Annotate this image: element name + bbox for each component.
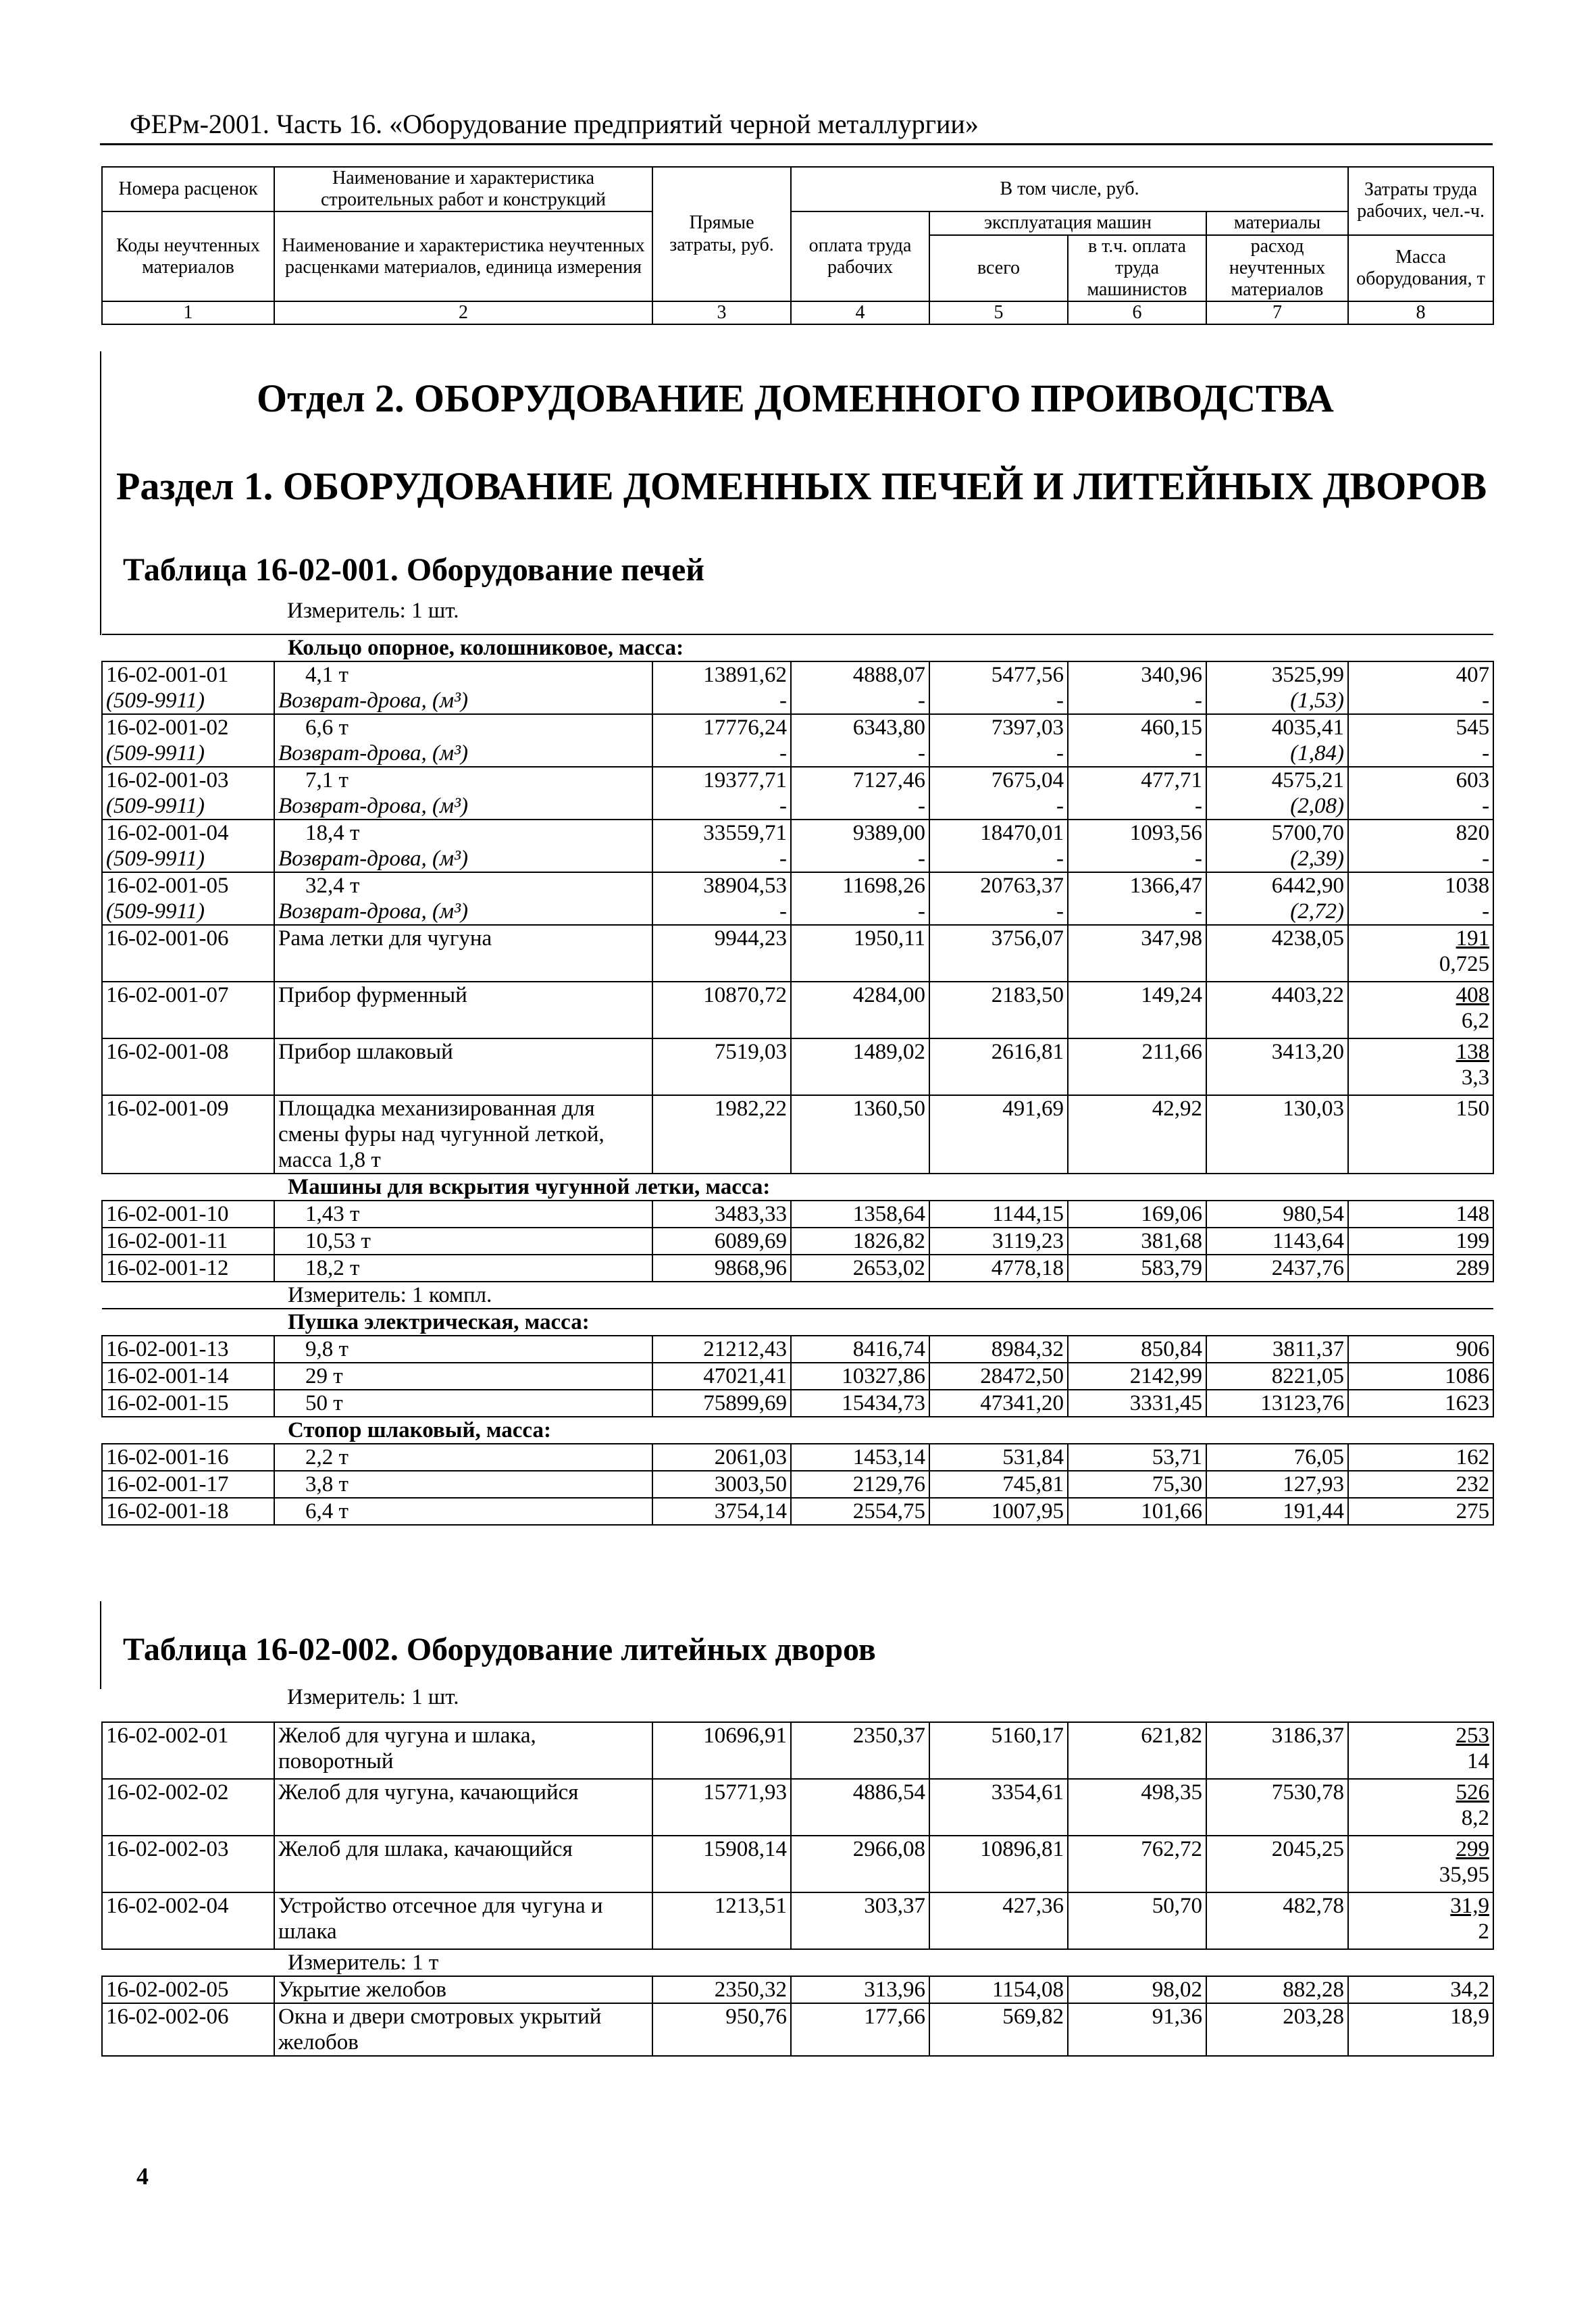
running-header: ФЕРм-2001. Часть 16. «Оборудование предприятий черной металлургии» [130, 109, 979, 139]
material-row: (509-9911) Возврат-дрова, (м³) - - - - (2,72) - [102, 899, 1493, 925]
hdr-mass: Масса оборудования, т [1348, 235, 1493, 302]
table1-measure: Измеритель: 1 шт. [287, 599, 459, 623]
table-row: 16-02-002-01 Желоб для чугуна и шлака, поворотный 10696,91 2350,37 5160,17 621,82 3186,37 253 14 [102, 1722, 1493, 1779]
otdel-heading: Отдел 2. ОБОРУДОВАНИЕ ДОМЕННОГО ПРОИВОДСТВА [257, 376, 1334, 420]
table-row: 16-02-001-04 18,4 т 33559,71 9389,00 18470,01 1093,56 5700,70 820 [102, 820, 1493, 846]
hdr-n7: 7 [1206, 301, 1348, 324]
hdr-c2-bottom: Наименование и характеристика неучтенных расценками материалов, единица измерения [274, 211, 652, 301]
table-row: 16-02-001-10 1,43 т 3483,33 1358,64 1144,15 169,06 980,54 148 [102, 1201, 1493, 1228]
material-row: (509-9911) Возврат-дрова, (м³) - - - - (1,84) - [102, 740, 1493, 767]
table-row: 16-02-001-02 6,6 т 17776,24 6343,80 7397,03 460,15 4035,41 545 [102, 714, 1493, 740]
table-row: 16-02-002-05 Укрытие желобов 2350,32 313,96 1154,08 98,02 882,28 34,2 [102, 1976, 1493, 2003]
hdr-c1-top: Номера расценок [102, 167, 274, 211]
hdr-wages: оплата труда рабочих [791, 211, 929, 301]
group-caption: Машины для вскрытия чугунной летки, масса: [102, 1174, 1493, 1201]
material-row: (509-9911) Возврат-дрова, (м³) - - - - (1,53) - [102, 688, 1493, 714]
hdr-c2-top: Наименование и характеристика строительных работ и конструкций [274, 167, 652, 211]
table-row: 16-02-001-01 4,1 т 13891,62 4888,07 5477,56 340,96 3525,99 407 [102, 661, 1493, 688]
left-margin-line [100, 1601, 101, 1689]
table-row: 16-02-001-12 18,2 т 9868,96 2653,02 4778,18 583,79 2437,76 289 [102, 1255, 1493, 1282]
hdr-n6: 6 [1068, 301, 1206, 324]
hdr-mat-unaccounted: расход неучтенных материалов [1206, 235, 1348, 302]
group-caption: Пушка электрическая, масса: [102, 1309, 1493, 1336]
table-row: 16-02-002-02 Желоб для чугуна, качающийся 15771,93 4886,54 3354,61 498,35 7530,78 526 8,2 [102, 1779, 1493, 1836]
table-row: 16-02-001-18 6,4 т 3754,14 2554,75 1007,95 101,66 191,44 275 [102, 1498, 1493, 1525]
table-row: 16-02-001-03 7,1 т 19377,71 7127,46 7675,04 477,71 4575,21 603 [102, 767, 1493, 793]
hdr-n1: 1 [102, 301, 274, 324]
table-row: 16-02-001-15 50 т 75899,69 15434,73 47341,20 3331,45 13123,76 1623 [102, 1390, 1493, 1417]
table-16-02-002 [101, 1721, 1494, 2057]
table-row: 16-02-001-06 Рама летки для чугуна 9944,23 1950,11 3756,07 347,98 4238,05 191 0,725 [102, 925, 1493, 982]
table-row: 16-02-002-04 Устройство отсечное для чугуна и шлака 1213,51 303,37 427,36 50,70 482,78 31,9 2 [102, 1892, 1493, 1949]
hdr-mach-total: всего [929, 235, 1068, 302]
table2-measure: Измеритель: 1 шт. [287, 1685, 459, 1709]
column-header-table [101, 166, 1494, 325]
table1-title: Таблица 16-02-001. Оборудование печей [123, 552, 704, 588]
page-number: 4 [136, 2163, 149, 2190]
hdr-n8: 8 [1348, 301, 1493, 324]
hdr-n2: 2 [274, 301, 652, 324]
table-row: 16-02-001-13 9,8 т 21212,43 8416,74 8984,32 850,84 3811,37 906 [102, 1336, 1493, 1363]
left-margin-line [100, 351, 101, 635]
hdr-mach-wages: в т.ч. оплата труда машинистов [1068, 235, 1206, 302]
table-row: 16-02-001-08 Прибор шлаковый 7519,03 1489,02 2616,81 211,66 3413,20 138 3,3 [102, 1038, 1493, 1095]
table-row: 16-02-001-07 Прибор фурменный 10870,72 4284,00 2183,50 149,24 4403,22 408 6,2 [102, 982, 1493, 1038]
group-caption: Кольцо опорное, колошниковое, масса: [102, 634, 1493, 661]
hdr-machines: эксплуатация машин [929, 211, 1206, 234]
table-row: 16-02-001-14 29 т 47021,41 10327,86 28472,50 2142,99 8221,05 1086 [102, 1363, 1493, 1390]
table-row: 16-02-001-17 3,8 т 3003,50 2129,76 745,81 75,30 127,93 232 [102, 1471, 1493, 1498]
material-row: (509-9911) Возврат-дрова, (м³) - - - - (2,08) - [102, 793, 1493, 820]
hdr-direct-costs: Прямые затраты, руб. [652, 167, 791, 301]
hdr-n5: 5 [929, 301, 1068, 324]
table-row: 16-02-001-05 32,4 т 38904,53 11698,26 20763,37 1366,47 6442,90 1038 [102, 872, 1493, 899]
razdel-heading: Раздел 1. ОБОРУДОВАНИЕ ДОМЕННЫХ ПЕЧЕЙ И ЛИТЕЙНЫХ ДВОРОВ [116, 464, 1487, 508]
table-row: 16-02-001-09 Площадка механизированная для смены фуры над чугунной леткой, масса 1,8 т 1982,22 1360,50 491,69 42,92 130,03 150 [102, 1095, 1493, 1174]
hdr-c1-bottom: Коды неучтенных материалов [102, 211, 274, 301]
table-row: 16-02-002-03 Желоб для шлака, качающийся 15908,14 2966,08 10896,81 762,72 2045,25 299 35,95 [102, 1836, 1493, 1892]
table-row: 16-02-002-06 Окна и двери смотровых укрытий желобов 950,76 177,66 569,82 91,36 203,28 18,9 [102, 2003, 1493, 2056]
hdr-n3: 3 [652, 301, 791, 324]
hdr-materials: материалы [1206, 211, 1348, 234]
material-row: (509-9911) Возврат-дрова, (м³) - - - - (2,39) - [102, 846, 1493, 872]
group-caption: Стопор шлаковый, масса: [102, 1417, 1493, 1444]
hdr-n4: 4 [791, 301, 929, 324]
table-row: 16-02-001-11 10,53 т 6089,69 1826,82 3119,23 381,68 1143,64 199 [102, 1228, 1493, 1255]
measure-caption: Измеритель: 1 т [102, 1949, 1493, 1976]
hdr-labor: Затраты труда рабочих, чел.-ч. [1348, 167, 1493, 235]
hdr-including: В том числе, руб. [791, 167, 1348, 211]
measure-caption: Измеритель: 1 компл. [102, 1282, 1493, 1309]
table2-title: Таблица 16-02-002. Оборудование литейных дворов [123, 1632, 876, 1667]
table-16-02-001 [101, 634, 1494, 1526]
table-row: 16-02-001-16 2,2 т 2061,03 1453,14 531,84 53,71 76,05 162 [102, 1444, 1493, 1471]
header-rule [100, 143, 1493, 145]
